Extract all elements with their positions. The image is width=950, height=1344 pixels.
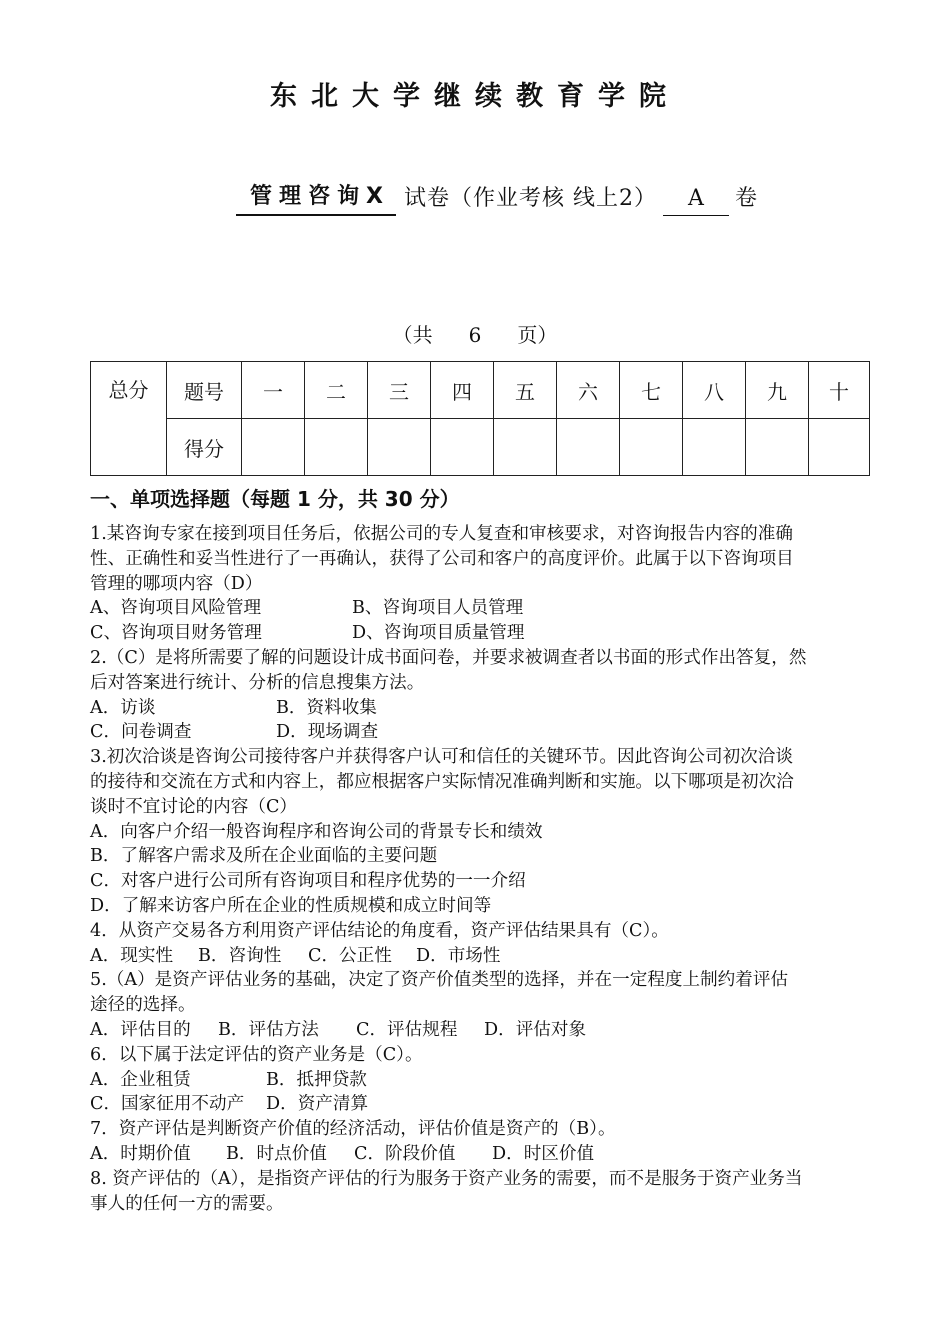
- question-text: 5.（A）是资产评估业务的基础，决定了资产价值类型的选择，并在一定程度上制约着评估: [90, 970, 789, 991]
- course-name: 管理咨询X: [236, 179, 396, 216]
- option-a: A．企业租赁: [90, 1069, 191, 1090]
- option-row: [90, 696, 870, 721]
- option-row: [90, 1068, 870, 1093]
- option-c: C．评估规程: [356, 1019, 458, 1040]
- total-score-label: 总分: [91, 362, 167, 476]
- option-d: D、咨询项目质量管理: [352, 623, 525, 644]
- page-count-number: 6: [468, 323, 482, 347]
- question-text: 2.（C）是将所需要了解的问题设计成书面问卷，并要求被调查者以书面的形式作出答复，然: [90, 647, 807, 668]
- option-row: [90, 1092, 870, 1117]
- paper-suffix: 卷: [734, 186, 757, 211]
- score-label: 得分: [167, 419, 242, 476]
- option-row: [90, 621, 870, 646]
- page-count: [0, 319, 950, 348]
- question-text: 8. 资产评估的（A），是指资产评估的行为服务于资产业务的需要，而不是服务于资产业务当: [90, 1168, 803, 1189]
- question-text: 性、正确性和妥当性进行了一再确认，获得了公司和客户的高度评价。此属于以下咨询项目: [90, 548, 794, 569]
- option-c: C、咨询项目财务管理: [90, 623, 262, 644]
- score-table: [90, 361, 870, 476]
- option-c: C．公正性: [308, 945, 392, 966]
- column-header: 六: [557, 362, 620, 419]
- question-text: 4．从资产交易各方利用资产评估结论的角度看，资产评估结果具有（C）。: [90, 920, 669, 941]
- exam-type: 试卷（作业考核 线上2）: [403, 186, 657, 211]
- option-row: [90, 720, 870, 745]
- option-d: D．时区价值: [492, 1143, 595, 1164]
- question-text: 途径的选择。: [90, 995, 196, 1016]
- question-text: 1.某咨询专家在接到项目任务后，依据公司的专人复查和审核要求，对咨询报告内容的准确: [90, 524, 793, 544]
- column-header: 七: [620, 362, 683, 419]
- option-d: D．现场调查: [276, 722, 379, 743]
- option-b: B．资料收集: [276, 697, 377, 718]
- option-b: B．咨询性: [198, 945, 282, 966]
- option-a: A．访谈: [90, 697, 156, 718]
- page-count-open: （共: [392, 323, 433, 347]
- question-text: 6．以下属于法定评估的资产业务是（C）。: [90, 1044, 423, 1065]
- column-header: 二: [305, 362, 368, 419]
- option-a: A．评估目的: [90, 1019, 191, 1040]
- exam-title: [236, 176, 757, 216]
- option-c: C．问卷调查: [90, 722, 192, 743]
- option-row: [90, 944, 870, 969]
- question-list: [90, 522, 870, 1216]
- option-a: A．现实性: [90, 945, 174, 966]
- question-text: 的接待和交流在方式和内容上，都应根据客户实际情况准确判断和实施。以下哪项是初次洽: [90, 771, 794, 792]
- column-header: 四: [431, 362, 494, 419]
- option-b: B．抵押贷款: [266, 1069, 367, 1090]
- column-header: 一: [242, 362, 305, 419]
- question-text: 事人的任何一方的需要。: [90, 1193, 284, 1214]
- score-cell: [242, 419, 305, 476]
- question-text: 3.初次洽谈是咨询公司接待客户并获得客户认可和信任的关键环节。因此咨询公司初次洽谈: [90, 747, 793, 768]
- option-c: C．对客户进行公司所有咨询项目和程序优势的一一介绍: [90, 871, 526, 892]
- option-b: B．时点价值: [226, 1143, 327, 1164]
- option-a: A．时期价值: [90, 1143, 191, 1164]
- question-text: 7．资产评估是判断资产价值的经济活动，评估价值是资产的（B）。: [90, 1119, 616, 1140]
- score-cell: [368, 419, 431, 476]
- option-b: B．了解客户需求及所在企业面临的主要问题: [90, 846, 438, 867]
- question-text: 后对答案进行统计、分析的信息搜集方法。: [90, 672, 425, 693]
- column-header: 八: [683, 362, 746, 419]
- option-row: [90, 596, 870, 621]
- option-d: D．评估对象: [484, 1019, 587, 1040]
- score-cell: [431, 419, 494, 476]
- score-cell: [620, 419, 683, 476]
- column-header: 五: [494, 362, 557, 419]
- question-text: 谈时不宜讨论的内容（C）: [90, 796, 297, 817]
- score-cell: [809, 419, 870, 476]
- option-b: B．评估方法: [218, 1019, 319, 1040]
- option-d: D．市场性: [416, 945, 501, 966]
- question-text: 管理的哪项内容（D）: [90, 573, 263, 594]
- option-row: [90, 1018, 870, 1043]
- school-name: 东北大学继续教育学院: [270, 81, 680, 112]
- option-c: C．国家征用不动产: [90, 1094, 245, 1115]
- score-cell: [746, 419, 809, 476]
- column-header: 十: [809, 362, 870, 419]
- option-c: C．阶段价值: [354, 1143, 456, 1164]
- question-number-label: 题号: [167, 362, 242, 419]
- option-a: A、咨询项目风险管理: [90, 598, 262, 619]
- option-d: D．资产清算: [266, 1094, 369, 1115]
- page-count-close: 页）: [517, 323, 558, 347]
- column-header: 三: [368, 362, 431, 419]
- column-header: 九: [746, 362, 809, 419]
- score-cell: [305, 419, 368, 476]
- option-b: B、咨询项目人员管理: [352, 598, 524, 619]
- paper-version: A: [663, 186, 729, 216]
- score-cell: [557, 419, 620, 476]
- section-heading: 一、单项选择题（每题 1 分，共 30 分）: [90, 487, 460, 511]
- score-cell: [494, 419, 557, 476]
- score-table-header-row: [91, 362, 870, 419]
- option-d: D．了解来访客户所在企业的性质规模和成立时间等: [90, 895, 492, 916]
- option-a: A．向客户介绍一般咨询程序和咨询公司的背景专长和绩效: [90, 821, 543, 842]
- score-cell: [683, 419, 746, 476]
- option-row: [90, 1142, 870, 1167]
- score-table-score-row: [91, 419, 870, 476]
